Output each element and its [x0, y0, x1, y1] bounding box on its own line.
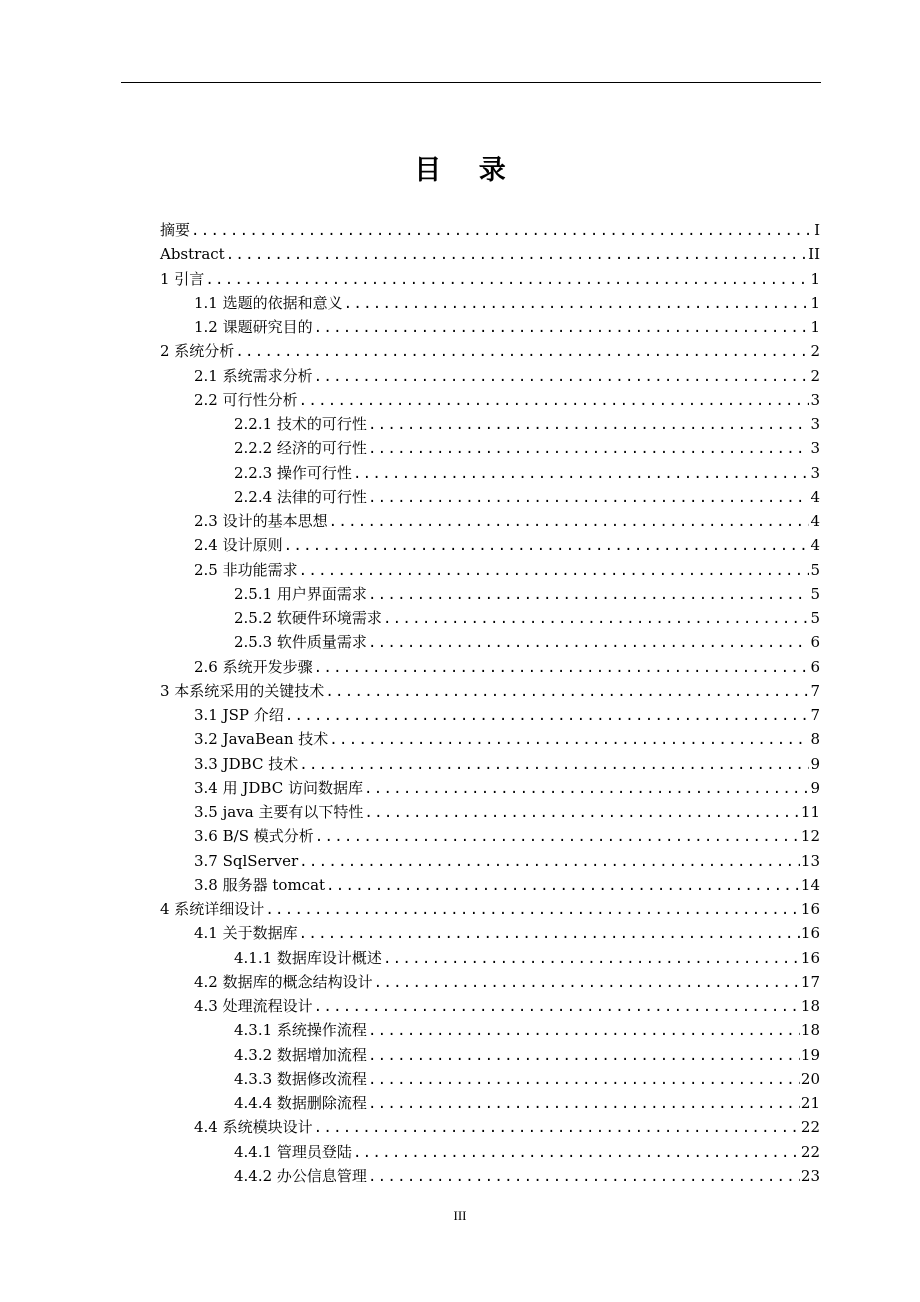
- toc-dot-leader: [368, 631, 810, 655]
- toc-entry-page: 12: [800, 827, 820, 846]
- toc-dot-leader: [314, 656, 810, 680]
- toc-entry-label: 3.1 JSP 介绍: [194, 706, 284, 724]
- toc-entry[interactable]: [160, 800, 820, 824]
- toc-entry-label: 2.5.3 软件质量需求: [234, 633, 367, 652]
- toc-dot-leader: [383, 947, 800, 971]
- toc-entry-label: 2.2.1 技术的可行性: [234, 415, 367, 433]
- toc-entry-label: 2 系统分析: [160, 342, 235, 361]
- toc-entry-label: 3.7 SqlServer: [194, 851, 299, 870]
- toc-entry[interactable]: [160, 388, 820, 412]
- toc-entry-label: 2.1 系统需求分析: [194, 366, 313, 385]
- toc-dot-leader: [368, 486, 810, 510]
- toc-entry-page: 11: [800, 803, 820, 821]
- toc-entry[interactable]: [160, 703, 820, 727]
- toc-entry-label: 2.2.3 操作可行性: [234, 463, 352, 482]
- toc-entry-label: 2.4 设计原则: [194, 536, 283, 555]
- toc-entry-page: 3: [810, 463, 820, 482]
- toc-entry-label: 2.2 可行性分析: [194, 390, 298, 409]
- toc-entry[interactable]: [160, 364, 820, 388]
- toc-entry[interactable]: [160, 946, 820, 970]
- toc-dot-leader: [353, 462, 810, 486]
- toc-dot-leader: [326, 874, 800, 898]
- toc-dot-leader: [299, 753, 809, 777]
- toc-entry[interactable]: [160, 315, 820, 339]
- toc-entry-label: 4.3.1 系统操作流程: [234, 1021, 367, 1040]
- toc-entry[interactable]: [160, 630, 820, 654]
- toc-entry-label: 4.3.3 数据修改流程: [234, 1069, 367, 1088]
- toc-entry-page: 4: [810, 512, 820, 530]
- toc-dot-leader: [368, 1092, 800, 1116]
- toc-entry-page: 3: [810, 439, 820, 458]
- toc-entry[interactable]: [160, 849, 820, 873]
- toc-dot-leader: [299, 389, 810, 413]
- toc-entry-label: 3.3 JDBC 技术: [194, 754, 299, 773]
- toc-entry-page: 7: [810, 706, 820, 724]
- toc-entry[interactable]: [160, 218, 820, 242]
- toc-entry-page: 16: [800, 900, 820, 918]
- toc-entry[interactable]: [160, 655, 820, 679]
- toc-entry[interactable]: [160, 291, 820, 315]
- toc-entry-page: 1: [810, 293, 820, 312]
- toc-entry-page: 8: [810, 730, 820, 749]
- toc-entry[interactable]: [160, 679, 820, 703]
- toc-entry[interactable]: [160, 727, 820, 751]
- toc-entry-label: 1 引言: [160, 269, 205, 288]
- toc-dot-leader: [374, 971, 800, 995]
- toc-dot-leader: [383, 607, 810, 631]
- toc-entry-label: 4.3.2 数据增加流程: [234, 1045, 367, 1064]
- toc-entry[interactable]: [160, 994, 820, 1018]
- toc-entry-page: 14: [800, 875, 820, 894]
- toc-dot-leader: [368, 1044, 800, 1068]
- toc-entry-label: 1.1 选题的依据和意义: [194, 293, 343, 312]
- toc-entry-page: 7: [810, 681, 820, 700]
- table-of-contents: [160, 218, 820, 1188]
- toc-dot-leader: [368, 583, 810, 607]
- toc-dot-leader: [205, 268, 809, 292]
- toc-dot-leader: [364, 801, 800, 825]
- toc-entry[interactable]: [160, 533, 820, 557]
- toc-entry-label: 4.2 数据库的概念结构设计: [194, 972, 373, 991]
- toc-entry-page: 1: [810, 269, 820, 288]
- toc-dot-leader: [329, 728, 809, 752]
- toc-entry[interactable]: [160, 824, 820, 848]
- toc-entry[interactable]: [160, 606, 820, 630]
- toc-entry[interactable]: [160, 1091, 820, 1115]
- toc-entry-page: 21: [800, 1094, 820, 1112]
- toc-dot-leader: [368, 1165, 800, 1189]
- toc-entry-page: 18: [800, 997, 820, 1015]
- toc-dot-leader: [314, 316, 810, 340]
- toc-entry[interactable]: [160, 412, 820, 436]
- toc-entry-label: 3.8 服务器 tomcat: [194, 875, 326, 894]
- toc-entry-page: 5: [810, 584, 820, 603]
- toc-entry-label: 3 本系统采用的关键技术: [160, 681, 325, 700]
- toc-entry-page: 9: [810, 754, 820, 773]
- toc-entry-page: 22: [800, 1118, 820, 1137]
- toc-entry[interactable]: [160, 752, 820, 776]
- toc-dot-leader: [284, 534, 810, 558]
- toc-entry[interactable]: [160, 776, 820, 800]
- toc-entry[interactable]: [160, 1043, 820, 1067]
- toc-entry[interactable]: [160, 970, 820, 994]
- toc-entry[interactable]: [160, 897, 820, 921]
- toc-entry-page: I: [814, 221, 820, 239]
- toc-entry-page: 22: [800, 1142, 820, 1161]
- toc-entry-page: 5: [810, 609, 820, 627]
- toc-entry-page: 4: [810, 536, 820, 555]
- toc-dot-leader: [329, 510, 810, 534]
- toc-dot-leader: [314, 995, 800, 1019]
- toc-dot-leader: [299, 922, 800, 946]
- toc-entry[interactable]: [160, 1067, 820, 1091]
- toc-dot-leader: [226, 243, 807, 267]
- toc-entry-page: 18: [800, 1021, 820, 1040]
- toc-entry-label: 4 系统详细设计: [160, 900, 265, 918]
- toc-entry-label: 2.5 非功能需求: [194, 560, 298, 579]
- toc-entry-label: 4.4.2 办公信息管理: [234, 1166, 367, 1185]
- toc-dot-leader: [368, 1019, 800, 1043]
- toc-entry-page: 20: [800, 1069, 820, 1088]
- toc-dot-leader: [235, 340, 809, 364]
- toc-entry[interactable]: [160, 1018, 820, 1042]
- toc-entry-page: 1: [810, 318, 820, 336]
- toc-dot-leader: [368, 1068, 800, 1092]
- toc-entry-label: 2.6 系统开发步骤: [194, 657, 313, 676]
- toc-dot-leader: [299, 850, 800, 874]
- toc-entry-page: 3: [810, 415, 820, 433]
- toc-entry[interactable]: [160, 485, 820, 509]
- toc-entry-label: 2.5.2 软硬件环境需求: [234, 609, 382, 627]
- toc-entry[interactable]: [160, 558, 820, 582]
- toc-entry[interactable]: [160, 461, 820, 485]
- toc-entry[interactable]: [160, 509, 820, 533]
- toc-entry[interactable]: [160, 921, 820, 945]
- toc-entry-label: 4.4.4 数据删除流程: [234, 1094, 367, 1112]
- toc-entry-page: 4: [810, 487, 820, 506]
- toc-entry-label: 4.3 处理流程设计: [194, 997, 313, 1015]
- footer-page-number: III: [453, 1208, 467, 1223]
- toc-dot-leader: [315, 825, 800, 849]
- toc-entry-page: 17: [800, 972, 820, 991]
- toc-entry-label: 4.4.1 管理员登陆: [234, 1142, 352, 1161]
- toc-entry[interactable]: [160, 582, 820, 606]
- toc-entry-page: 9: [810, 778, 820, 797]
- toc-dot-leader: [265, 898, 800, 922]
- toc-entry-label: 2.5.1 用户界面需求: [234, 584, 367, 603]
- toc-entry-page: 2: [810, 342, 820, 361]
- header-rule: [121, 82, 821, 83]
- toc-entry-label: 3.6 B/S 模式分析: [194, 827, 314, 846]
- toc-entry[interactable]: [160, 267, 820, 291]
- toc-entry-label: 摘要: [160, 221, 191, 239]
- toc-entry[interactable]: [160, 1140, 820, 1164]
- toc-entry-label: 2.2.2 经济的可行性: [234, 439, 367, 458]
- toc-entry-label: Abstract: [160, 245, 225, 264]
- toc-entry-label: 2.3 设计的基本思想: [194, 512, 328, 530]
- toc-dot-leader: [364, 777, 809, 801]
- toc-entry-label: 4.1 关于数据库: [194, 924, 298, 943]
- toc-dot-leader: [314, 365, 810, 389]
- toc-dot-leader: [191, 219, 813, 243]
- toc-entry-label: 3.4 用 JDBC 访问数据库: [194, 778, 363, 797]
- toc-entry-page: 3: [810, 390, 820, 409]
- toc-entry-label: 3.2 JavaBean 技术: [194, 730, 329, 749]
- toc-entry[interactable]: [160, 1115, 820, 1139]
- toc-entry-label: 3.5 java 主要有以下特性: [194, 803, 364, 821]
- toc-dot-leader: [344, 292, 810, 316]
- toc-entry-page: 19: [800, 1045, 820, 1064]
- toc-entry-page: 16: [800, 924, 820, 943]
- toc-dot-leader: [353, 1141, 800, 1165]
- toc-entry[interactable]: [160, 339, 820, 363]
- toc-entry-page: 16: [800, 948, 820, 967]
- toc-entry-page: 23: [800, 1166, 820, 1185]
- toc-dot-leader: [368, 437, 810, 461]
- toc-dot-leader: [325, 680, 809, 704]
- toc-entry-label: 4.1.1 数据库设计概述: [234, 948, 382, 967]
- toc-entry-page: 2: [810, 366, 820, 385]
- toc-entry-label: 4.4 系统模块设计: [194, 1118, 313, 1137]
- toc-entry-page: 6: [810, 657, 820, 676]
- toc-dot-leader: [299, 559, 810, 583]
- toc-dot-leader: [285, 704, 810, 728]
- toc-entry-label: 1.2 课题研究目的: [194, 318, 313, 336]
- toc-dot-leader: [314, 1116, 800, 1140]
- toc-entry-page: 6: [810, 633, 820, 652]
- toc-entry-page: II: [808, 245, 820, 264]
- toc-entry[interactable]: [160, 242, 820, 266]
- toc-entry[interactable]: [160, 1164, 820, 1188]
- toc-entry-page: 13: [800, 851, 820, 870]
- toc-entry[interactable]: [160, 873, 820, 897]
- toc-entry-label: 2.2.4 法律的可行性: [234, 487, 367, 506]
- toc-entry-page: 5: [810, 560, 820, 579]
- toc-entry[interactable]: [160, 436, 820, 460]
- toc-dot-leader: [368, 413, 810, 437]
- page-title: 目 录: [414, 155, 520, 186]
